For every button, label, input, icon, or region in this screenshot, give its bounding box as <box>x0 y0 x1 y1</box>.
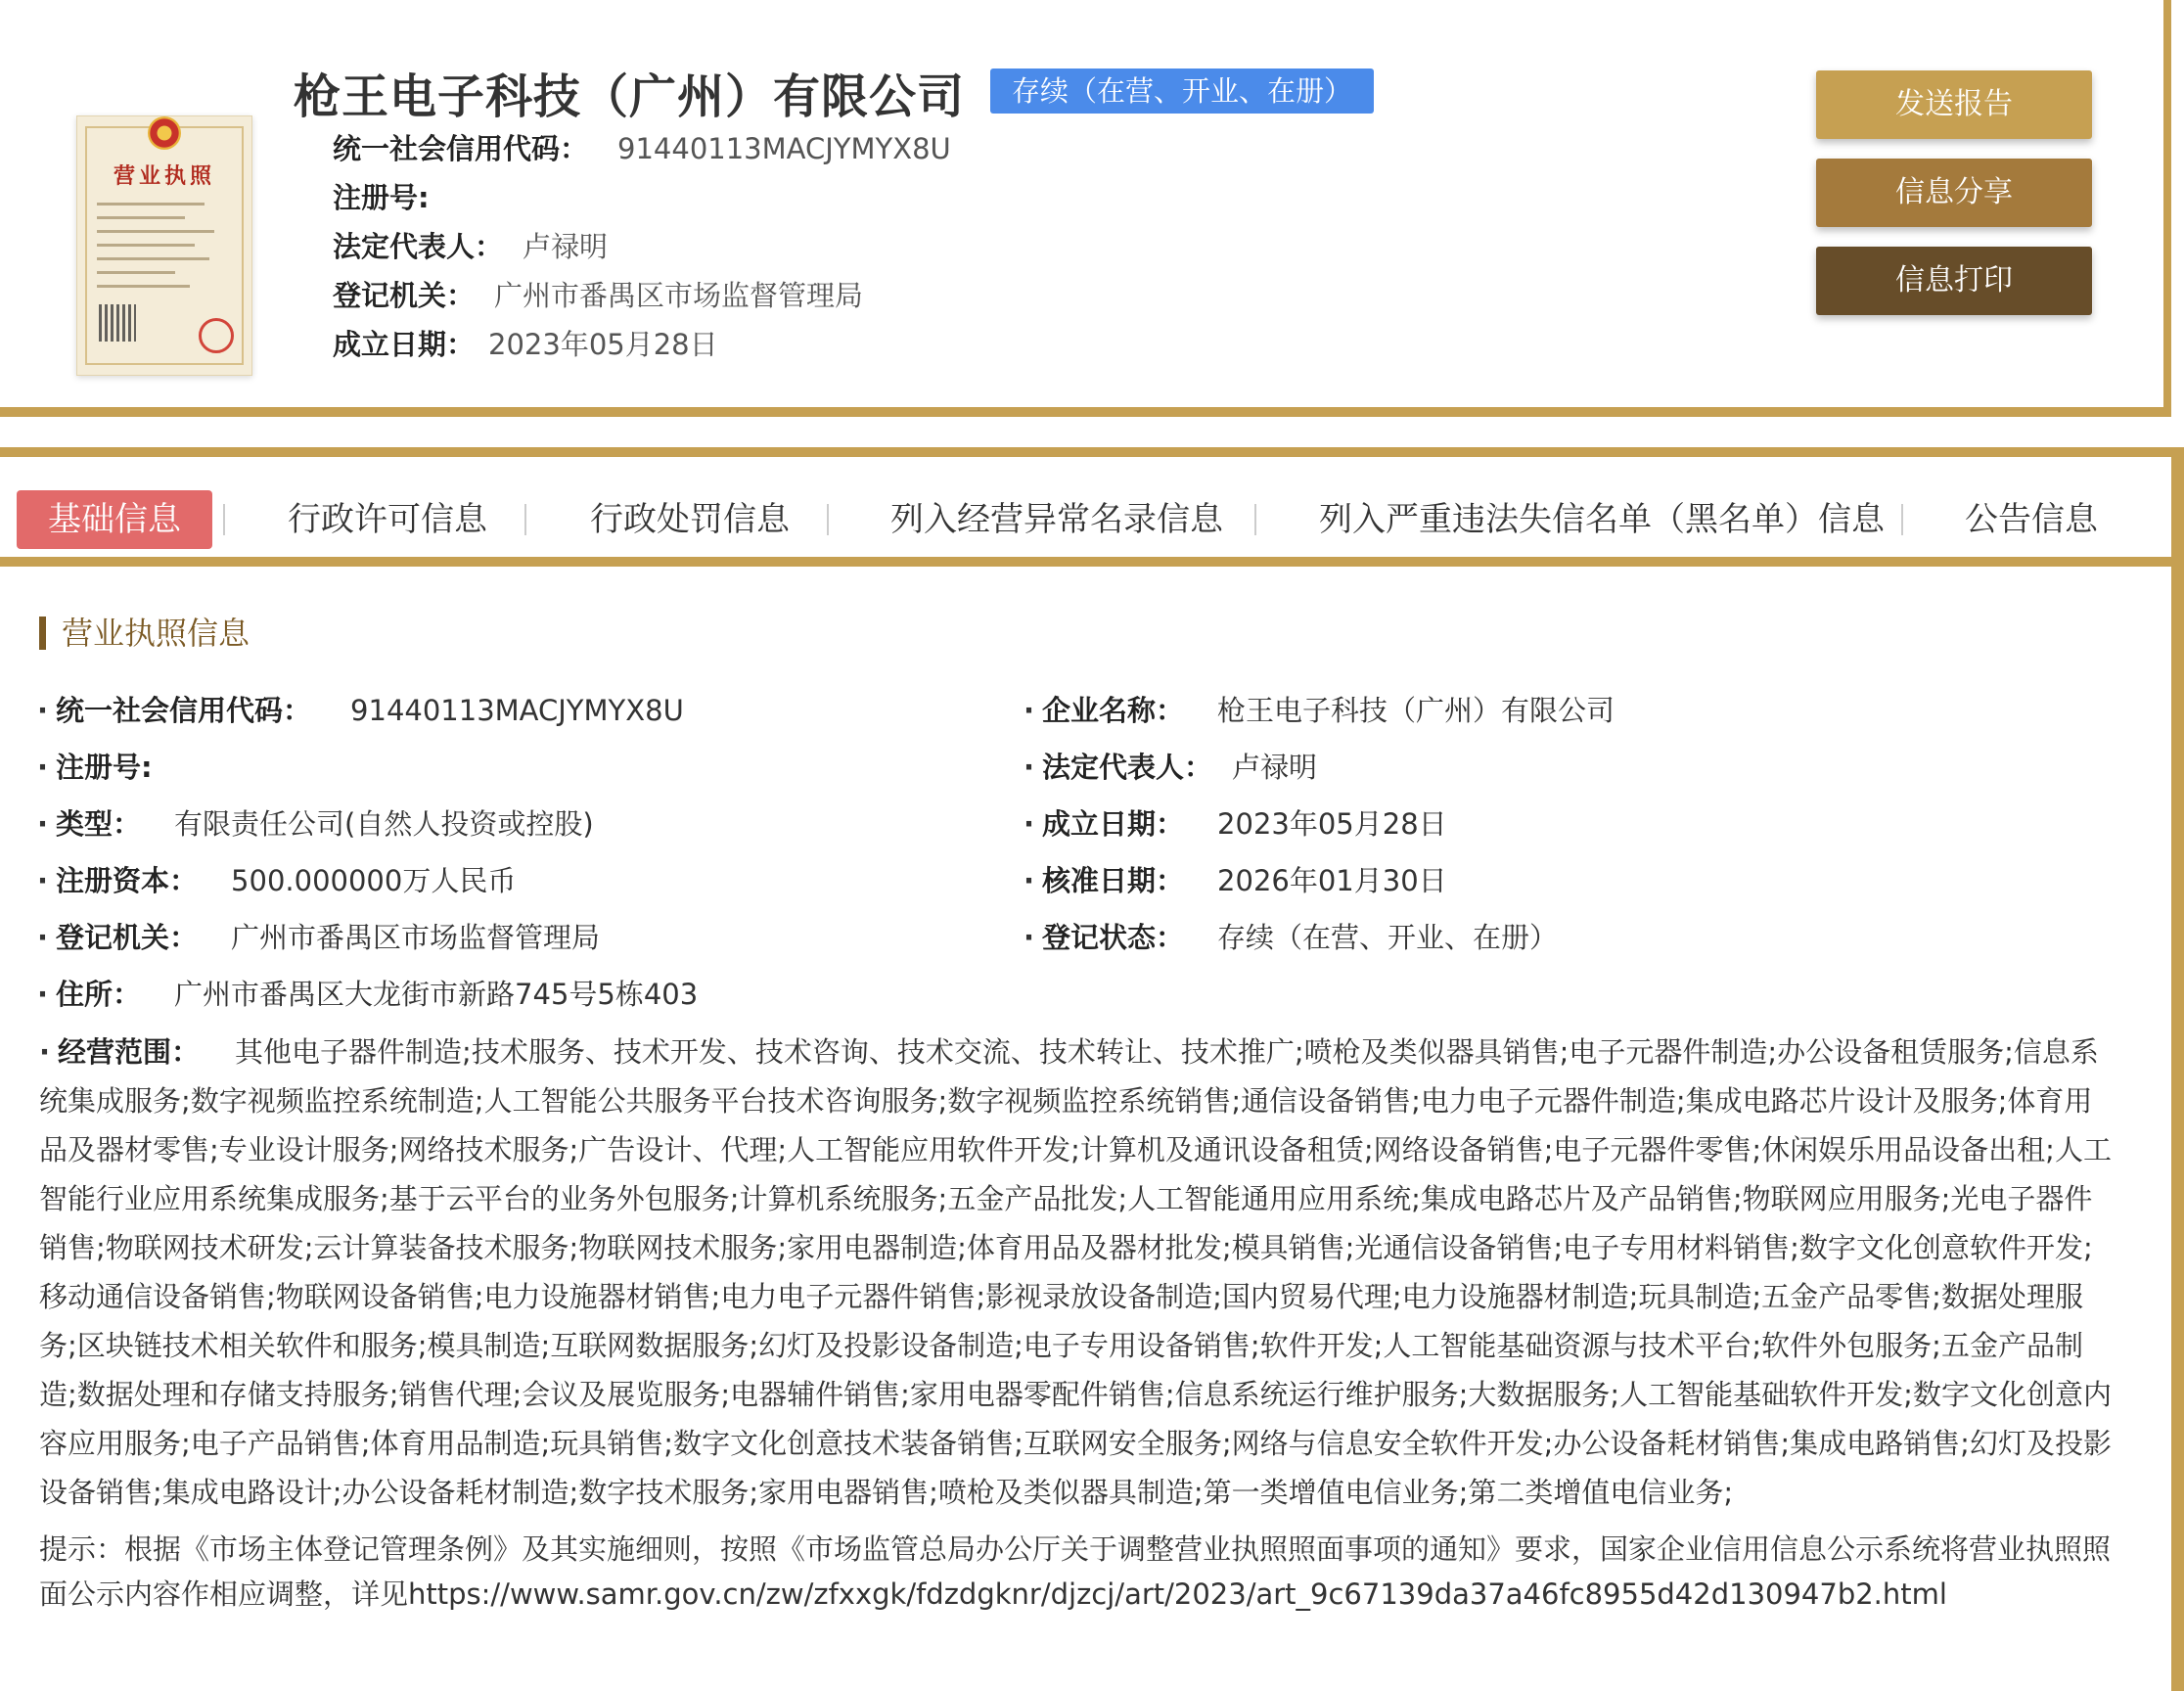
tab-announcements[interactable]: 公告信息 <box>1965 500 2098 539</box>
header-legal-rep-row <box>333 227 608 266</box>
status-badge: 存续（在营、开业、在册） <box>990 69 1374 114</box>
header-authority-label: 登记机关： <box>333 279 476 312</box>
license-line <box>97 285 190 288</box>
field-label: 企业名称： <box>1042 694 1185 727</box>
tab-blacklist[interactable]: 列入严重违法失信名单（黑名单）信息 <box>1319 500 1885 539</box>
field-authority: · 登记机关： 广州市番禺区市场监督管理局 <box>37 921 601 954</box>
field-company-name: · 企业名称： 枪王电子科技（广州）有限公司 <box>1024 694 1615 727</box>
header-reg-no-row <box>333 178 430 217</box>
field-label: 类型： <box>56 807 142 841</box>
field-value: 有限责任公司(自然人投资或控股) <box>174 807 594 841</box>
tab-separator <box>223 504 225 535</box>
gold-divider <box>0 447 2184 457</box>
field-value: 2023年05月28日 <box>1217 807 1447 841</box>
header-authority-value: 广州市番禺区市场监督管理局 <box>494 279 864 312</box>
field-label: 核准日期： <box>1042 864 1185 897</box>
field-label: 统一社会信用代码： <box>56 694 312 727</box>
notice-text: 提示：根据《市场主体登记管理条例》及其实施细则，按照《市场监管总局办公厅关于调整营业执照照面事项的通知》要求，国家企业信用信息公示系统将营业执照照面公示内容作相应调整，详见https://www.samr.gov.cn/zw/zfxxgk/fdzdgknr/djzcj/art/2023/art_9c67139da37a46fc8955d42d130947b2.html <box>39 1532 2112 1611</box>
field-value: 91440113MACJYMYX8U <box>350 694 684 727</box>
field-legal-rep: · 法定代表人： 卢禄明 <box>1024 751 1318 784</box>
field-value: 广州市番禺区大龙街市新路745号5栋403 <box>174 978 699 1011</box>
license-thumb-title: 营业执照 <box>113 164 215 189</box>
tab-abnormal-list[interactable]: 列入经营异常名录信息 <box>890 500 1223 539</box>
license-line <box>97 203 205 206</box>
field-reg-no: · 注册号: <box>37 751 153 784</box>
tab-separator <box>524 504 526 535</box>
field-label: 住所： <box>56 978 142 1011</box>
license-line <box>97 257 209 260</box>
header-credit-code-row <box>333 129 951 168</box>
header-founded-value: 2023年05月28日 <box>488 328 718 361</box>
license-line <box>97 244 195 247</box>
business-scope: · 经营范围： 其他电子器件制造;技术服务、技术开发、技术咨询、技术交流、技术转让、技术推广;喷枪及类似器具销售;电子元器件制造;办公设备租赁服务;信息系统集成服务;数字视频监控系统制造;人工智能公共服务平台技术咨询服务;数字视频监控系统销售;通信设备销售;电力电子元器件制造;集成电路芯片设计及服务;体育用品及器材零售;专业设计服务;网络技术服务;广告设计、代理;人工智能应用软件开发;计算机及通讯设备租赁;网络设备销售;电子元器件零售;休闲娱乐用品设备出租;人工智能行业应用系统集成服务;基于云平台的业务外包服务;计算机系统服务;五金产品批发;人工智能通用应用系统;集成电路芯片及产品销售;物联网应用服务;光电子器件销售;物联网技术研发;云计算装备技术服务;物联网技术服务;家用电器制造;体育用品及器材批发;模具销售;光通信设备销售;电子专用材料销售;数字文化创意软件开发;移动通信设备销售;物联网设备销售;电力设施器材销售;电力电子元器件销售;影视录放设备制造;国内贸易代理;电力设施器材制造;玩具制造;五金产品零售;数据处理服务;区块链技术相关软件和服务;模具制造;互联网数据服务;幻灯及投影设备制造;电子专用设备销售;软件开发;人工智能基础资源与技术平台;软件外包服务;五金产品制造;数据处理和存储支持服务;销售代理;会议及展览服务;电器辅件销售;家用电器零配件销售;信息系统运行维护服务;大数据服务;人工智能基础软件开发;数字文化创意内容应用服务;电子产品销售;体育用品制造;玩具销售;数字文化创意技术装备销售;互联网安全服务;网络与信息安全软件开发;办公设备耗材销售;集成电路销售;幻灯及投影设备销售;集成电路设计;办公设备耗材制造;数字技术服务;家用电器销售;喷枪及类似器具制造;第一类增值电信业务;第二类增值电信业务; <box>39 1035 2112 1509</box>
field-label: 成立日期： <box>1042 807 1185 841</box>
header-reg-no-label: 注册号: <box>333 181 430 214</box>
section-title: 营业执照信息 <box>39 617 250 650</box>
field-label: 注册号: <box>56 751 153 784</box>
field-founded-date: · 成立日期： 2023年05月28日 <box>1024 807 1447 841</box>
tab-separator <box>1254 504 1256 535</box>
tab-bar <box>0 457 2171 567</box>
field-label: 登记机关： <box>56 921 199 954</box>
tab-separator <box>1901 504 1903 535</box>
send-report-button[interactable]: 发送报告 <box>1816 70 2092 139</box>
header-legal-rep-value: 卢禄明 <box>523 230 609 263</box>
field-value: 枪王电子科技（广州）有限公司 <box>1217 694 1615 727</box>
tab-admin-license[interactable]: 行政许可信息 <box>288 500 487 539</box>
license-line <box>97 230 214 233</box>
national-emblem-icon <box>148 116 181 150</box>
field-address: · 住所： 广州市番禺区大龙街市新路745号5栋403 <box>37 978 699 1011</box>
header-founded-label: 成立日期： <box>333 328 476 361</box>
field-value: 卢禄明 <box>1232 751 1318 784</box>
tab-basic-info[interactable]: 基础信息 <box>17 490 212 549</box>
field-reg-status: · 登记状态： 存续（在营、开业、在册） <box>1024 921 1559 954</box>
official-seal-icon <box>199 318 234 353</box>
field-label: 注册资本： <box>56 864 199 897</box>
field-approval-date: · 核准日期： 2026年01月30日 <box>1024 864 1447 897</box>
field-value: 2026年01月30日 <box>1217 864 1447 897</box>
tab-separator <box>827 504 829 535</box>
license-line <box>97 271 175 274</box>
header-credit-code-label: 统一社会信用代码： <box>333 132 589 165</box>
business-scope-label: 经营范围： <box>58 1035 201 1069</box>
gold-right-border <box>2171 447 2184 1691</box>
header-credit-code-value: 91440113MACJYMYX8U <box>617 132 951 165</box>
field-credit-code: · 统一社会信用代码： 91440113MACJYMYX8U <box>37 694 684 727</box>
field-label: 登记状态： <box>1042 921 1185 954</box>
field-type: · 类型： 有限责任公司(自然人投资或控股) <box>37 807 594 841</box>
company-name-title: 枪王电子科技（广州）有限公司 <box>294 69 966 124</box>
tab-admin-penalty[interactable]: 行政处罚信息 <box>590 500 790 539</box>
header-founded-row <box>333 325 718 364</box>
header-legal-rep-label: 法定代表人： <box>333 230 504 263</box>
field-label: 法定代表人： <box>1042 751 1213 784</box>
license-line <box>97 216 185 219</box>
print-info-button[interactable]: 信息打印 <box>1816 247 2092 315</box>
qr-code-icon <box>99 304 136 342</box>
field-value: 500.000000万人民币 <box>231 864 517 897</box>
business-license-thumbnail[interactable] <box>76 115 252 376</box>
share-info-button[interactable]: 信息分享 <box>1816 159 2092 227</box>
field-capital: · 注册资本： 500.000000万人民币 <box>37 864 517 897</box>
field-value: 存续（在营、开业、在册） <box>1217 921 1559 954</box>
field-value: 广州市番禺区市场监督管理局 <box>231 921 601 954</box>
business-scope-value: 其他电子器件制造;技术服务、技术开发、技术咨询、技术交流、技术转让、技术推广;喷枪及类似器具销售;电子元器件制造;办公设备租赁服务;信息系统集成服务;数字视频监控系统制造;人工智能公共服务平台技术咨询服务;数字视频监控系统销售;通信设备销售;电力电子元器件制造;集成电路芯片设计及服务;体育用品及器材零售;专业设计服务;网络技术服务;广告设计、代理;人工智能应用软件开发;计算机及通讯设备租赁;网络设备销售;电子元器件零售;休闲娱乐用品设备出租;人工智能行业应用系统集成服务;基于云平台的业务外包服务;计算机系统服务;五金产品批发;人工智能通用应用系统;集成电路芯片及产品销售;物联网应用服务;光电子器件销售;物联网技术研发;云计算装备技术服务;物联网技术服务;家用电器制造;体育用品及器材批发;模具销售;光通信设备销售;电子专用材料销售;数字文化创意软件开发;移动通信设备销售;物联网设备销售;电力设施器材销售;电力电子元器件销售;影视录放设备制造;国内贸易代理;电力设施器材制造;玩具制造;五金产品零售;数据处理服务;区块链技术相关软件和服务;模具制造;互联网数据服务;幻灯及投影设备制造;电子专用设备销售;软件开发;人工智能基础资源与技术平台;软件外包服务;五金产品制造;数据处理和存储支持服务;销售代理;会议及展览服务;电器辅件销售;家用电器零配件销售;信息系统运行维护服务;大数据服务;人工智能基础软件开发;数字文化创意内容应用服务;电子产品销售;体育用品制造;玩具销售;数字文化创意技术装备销售;互联网安全服务;网络与信息安全软件开发;办公设备耗材销售;集成电路销售;幻灯及投影设备销售;集成电路设计;办公设备耗材制造;数字技术服务;家用电器销售;喷枪及类似器具制造;第一类增值电信业务;第二类增值电信业务; <box>39 1035 2112 1509</box>
header-authority-row <box>333 276 863 315</box>
